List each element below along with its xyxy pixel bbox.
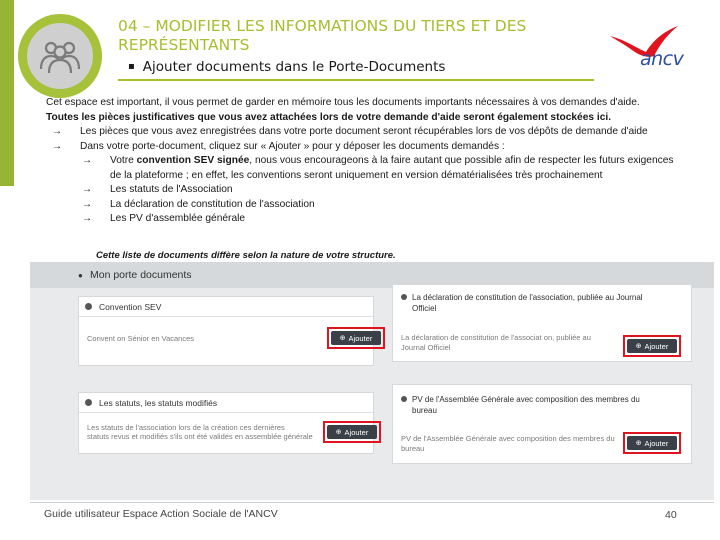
left-accent-bar (0, 0, 14, 186)
dot-icon: ● (78, 271, 83, 280)
title-underline (118, 79, 594, 81)
page-number: 40 (665, 509, 677, 521)
ajouter-button[interactable]: ⊕ Ajouter (627, 436, 677, 450)
footer-divider (30, 502, 714, 503)
card-convention-sev: Convention SEV Convent on Sénior en Vacances ⊕ Ajouter (78, 296, 374, 366)
porte-documents-screenshot (30, 262, 714, 500)
ajouter-button[interactable]: ⊕ Ajouter (627, 339, 677, 353)
page-title: 04 – MODIFIER LES INFORMATIONS DU TIERS ET DES REPRÉSENTANTS (118, 17, 527, 54)
caption: Cette liste de documents diffère selon la nature de votre structure. (96, 250, 396, 261)
card-pv-assemblee: PV de l'Assemblée Générale avec composition des membres du bureau PV de l'Assemblée Générale avec composition des membres du bureau ⊕ Ajouter (392, 384, 692, 464)
users-icon (18, 14, 102, 98)
footer-text: Guide utilisateur Espace Action Sociale de l'ANCV (44, 508, 278, 520)
ancv-logo-text: ancv (640, 48, 684, 70)
shot-title: Mon porte documents (90, 269, 192, 281)
card-declaration: La déclaration de constitution de l'association, publiée au Journal Officiel La déclaration de constitution de l'associat on, publiée au Journal Officiel ⊕ Ajouter (392, 284, 692, 362)
ajouter-button[interactable]: ⊕ Ajouter (327, 425, 377, 439)
page-subtitle: ▪ Ajouter documents dans le Porte-Documents (128, 59, 446, 75)
body-text: Cet espace est important, il vous permet de garder en mémoire tous les documents importants nécessaires à vos demandes d'aide. Toutes les pièces justificatives que vous avez attachées lors de votre demande d'aide seront également stockées ici. → Les pièces que vous avez enregistrées dans votre porte document seront récupérables lors de vos dépôts de demande d'aide → Dans votre porte-document, cliquez sur « Ajouter » pour y déposer les documents demandés : → Votre convention SEV signée, nous vous encourageons à la faire autant que possible afin de respecter les futurs exigences de la plateforme ; en effet, les conventions seront uniquement en version dématérialisées très prochainement → Les statuts de l'Association → La déclaration de constitution de l'association → Les PV d'assemblée générale (46, 97, 674, 224)
card-statuts: Les statuts, les statuts modifiés Les statuts de l'association lors de la création ces dernières statuts revus et modifiés s'ils ont été validés en assemblée générale ⊕ Ajouter (78, 392, 374, 454)
ajouter-button[interactable]: ⊕ Ajouter (331, 331, 381, 345)
